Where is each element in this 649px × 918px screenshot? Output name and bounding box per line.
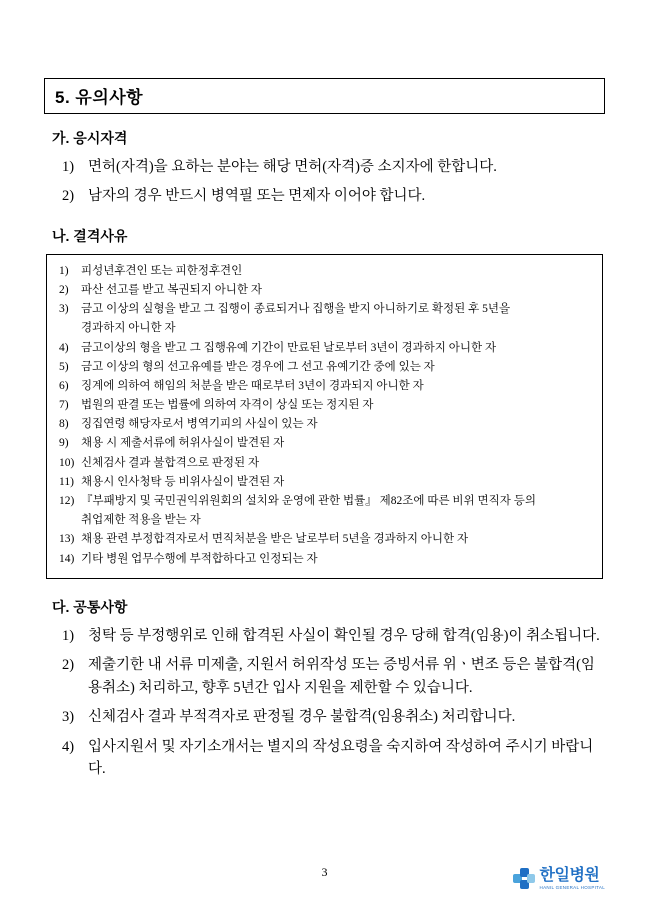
list-item: [62, 156, 605, 178]
item-text: 파산 선고를 받고 복권되지 아니한 자: [81, 284, 263, 297]
disqualification-box: [46, 254, 603, 579]
subsection-heading-disqualification: 나. 결격사유: [52, 227, 128, 244]
item-number: 5): [59, 360, 69, 373]
table-row-continuation: [59, 512, 592, 529]
item-text-continued: 취업제한 적용을 받는 자: [81, 514, 201, 527]
item-number: 4): [59, 341, 69, 354]
item-text: 면허(자격)을 요하는 분야는 해당 면허(자격)증 소지자에 한합니다.: [88, 159, 497, 175]
list-item: [62, 736, 605, 781]
table-row-continuation: [59, 320, 592, 337]
list-item: [62, 185, 605, 207]
item-text: 금고이상의 형을 받고 그 집행유예 기간이 만료된 날로부터 3년이 경과하지 아니한 자: [81, 341, 497, 354]
table-row: [59, 282, 592, 299]
item-text: 남자의 경우 반드시 병역필 또는 면제자 이어야 합니다.: [88, 188, 426, 205]
item-number: 2): [59, 284, 69, 297]
item-text: 징계에 의하여 해임의 처분을 받은 때로부터 3년이 경과되지 아니한 자: [81, 379, 424, 392]
item-text: 법원의 판결 또는 법률에 의하여 자격이 상실 또는 정지된 자: [81, 399, 374, 412]
table-row: [59, 416, 592, 433]
list-item: [62, 625, 605, 647]
table-row: [59, 359, 592, 376]
hospital-logo: [513, 868, 605, 891]
item-number: 6): [59, 379, 69, 392]
table-row: [59, 551, 592, 568]
table-row: [59, 378, 592, 395]
item-text: 신체검사 결과 부적격자로 판정될 경우 불합격(임용취소) 처리합니다.: [88, 709, 516, 726]
table-row: [59, 474, 592, 491]
subsection-heading-qualification: 가. 응시자격: [52, 130, 128, 146]
item-text: 금고 이상의 실형을 받고 그 집행이 종료되거나 집행을 받지 아니하기로 확정된 후 5년을: [81, 303, 511, 316]
item-text: 채용시 인사청탁 등 비위사실이 발견된 자: [81, 475, 285, 488]
section-title-box: [44, 78, 605, 114]
qualification-list: [62, 156, 605, 208]
item-number: 13): [59, 533, 75, 546]
item-text: 채용 관련 부정합격자로서 면직처분을 받은 날로부터 5년을 경과하지 아니한 자: [81, 533, 469, 546]
item-text: 징집연령 해당자로서 병역기피의 사실이 있는 자: [81, 418, 318, 431]
logo-wordmark: [540, 868, 605, 891]
logo-mark-icon: [513, 868, 535, 890]
item-text: 제출기한 내 서류 미제출, 지원서 허위작성 또는 증빙서류 위ㆍ변조 등은 불합격(임용취소) 처리하고, 향후 5년간 입사 지원을 제한할 수 있습니다.: [88, 657, 595, 696]
item-text: 신체검사 결과 불합격으로 판정된 자: [81, 456, 260, 469]
item-text: 피성년후견인 또는 피한정후견인: [81, 264, 243, 277]
table-row: [59, 435, 592, 452]
item-number: 12): [59, 495, 75, 507]
logo-name-en: HANIL GENERAL HOSPITAL: [539, 884, 605, 890]
list-item: [62, 706, 605, 728]
table-row: [59, 493, 592, 510]
page-title: 5. 유의사항: [55, 88, 144, 107]
item-text: 기타 병원 업무수행에 부적합하다고 인정되는 자: [81, 552, 318, 565]
item-text: 채용 시 제출서류에 허위사실이 발견된 자: [81, 437, 285, 450]
item-number: 7): [59, 399, 69, 412]
item-number: 1): [59, 264, 69, 277]
item-number: 1): [62, 159, 75, 175]
item-text: 금고 이상의 형의 선고유예를 받은 경우에 그 선고 유예기간 중에 있는 자: [81, 360, 435, 373]
table-row: [59, 531, 592, 548]
table-row: [59, 301, 592, 318]
item-number: 10): [59, 456, 75, 469]
list-item: [62, 654, 605, 699]
table-row: [59, 340, 592, 357]
item-number: 1): [62, 627, 75, 644]
item-number: 14): [59, 552, 75, 565]
item-number: 9): [59, 437, 69, 450]
item-number: 2): [62, 188, 75, 205]
item-number: 2): [62, 657, 75, 674]
item-number: 4): [62, 738, 75, 755]
common-list: [62, 625, 605, 781]
item-text: 청탁 등 부정행위로 인해 합격된 사실이 확인될 경우 당해 합격(임용)이 취소됩니다.: [88, 627, 600, 644]
table-row: [59, 263, 592, 280]
table-row: [59, 455, 592, 472]
page-number: 3: [321, 865, 328, 879]
item-number: 8): [59, 418, 69, 431]
logo-name-kr: 한일병원: [539, 866, 600, 884]
item-number: 3): [62, 709, 75, 726]
item-number: 11): [59, 475, 74, 488]
item-number: 3): [59, 303, 69, 316]
item-text-continued: 경과하지 아니한 자: [81, 322, 176, 335]
subsection-heading-common: 다. 공통사항: [52, 598, 128, 615]
table-row: [59, 397, 592, 414]
item-text: 『부패방지 및 국민권익위원회의 설치와 운영에 관한 법률』 제82조에 따른 비위 면직자 등의: [81, 495, 536, 507]
item-text: 입사지원서 및 자기소개서는 별지의 작성요령을 숙지하여 작성하여 주시기 바랍니다.: [88, 738, 594, 778]
